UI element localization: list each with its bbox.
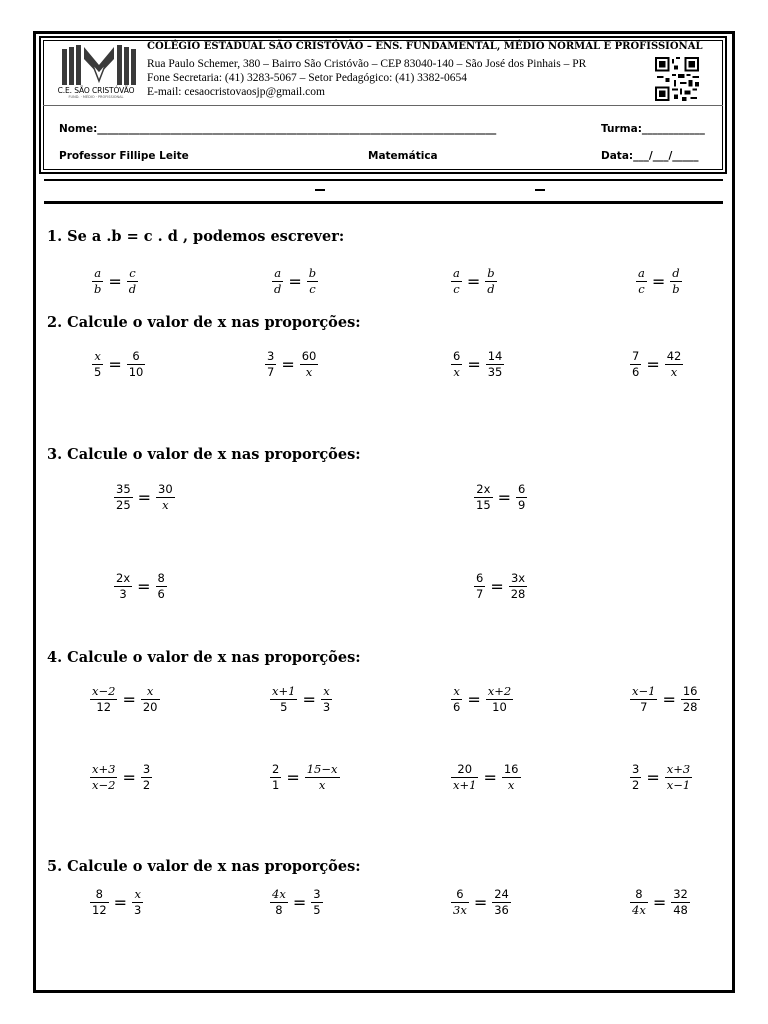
numerator: 8 [635,887,643,901]
denominator: 5 [280,700,288,714]
subject-name: Matemática [368,150,438,162]
denominator: 6 [157,587,165,601]
denominator: 35 [487,365,503,379]
proportion: $\frac{6}{x}$ = $\frac{14}{35}$ [453,349,503,379]
logo-caption: C.E. SÃO CRISTÓVÃO [57,86,135,95]
dash-mark [535,189,545,191]
denominator: 5 [313,903,321,917]
numerator: 16 [682,684,698,698]
school-name: COLÉGIO ESTADUAL SÃO CRISTÓVÃO – ENS. FUNDAMENTAL, MÉDIO NORMAL E PROFISSIONAL [147,41,703,52]
numerator: 60 [301,349,317,363]
numerator: 20 [457,762,473,776]
denominator: 7 [476,587,484,601]
proportion: $\frac{20}{x+1}$ = $\frac{16}{x}$ [453,762,519,792]
denominator: 2 [142,778,151,792]
numerator: x [134,887,141,901]
denominator: d [128,282,137,296]
numerator: 16 [503,762,519,776]
dash-mark [315,189,325,191]
numerator: a [94,266,102,280]
proportion: $\frac{3}{7}$ = $\frac{60}{x}$ [267,349,317,379]
numerator: 2 [272,762,280,776]
numerator: 8 [95,887,103,901]
denominator: x−1 [666,778,691,792]
numerator: 14 [487,349,503,363]
denominator: 3 [119,587,127,601]
proportion: $\frac{6}{3x}$ = $\frac{24}{36}$ [453,887,509,917]
denominator: 7 [640,700,648,714]
numerator: 24 [494,887,509,901]
denominator: 3 [322,700,331,714]
numerator: a [453,266,460,280]
denominator: 28 [510,587,526,601]
denominator: x [453,365,460,379]
numerator: 32 [673,887,688,901]
numerator: x−1 [632,684,656,698]
proportion: $\frac{a}{c}$ = $\frac{b}{d}$ [453,266,495,296]
numerator: 3 [632,762,640,776]
proportion: $\frac{x-1}{7}$ = $\frac{16}{28}$ [632,684,698,714]
numerator: x [94,349,101,363]
denominator: d [274,282,282,296]
proportion: $\frac{6}{7}$ = $\frac{3x}{28}$ [476,571,526,601]
denominator: 7 [267,365,275,379]
numerator: 6 [453,349,461,363]
question-2-heading: 2. Calcule o valor de x nas proporções: [47,314,361,331]
numerator: x [453,684,460,698]
numerator: 6 [132,349,140,363]
denominator: 12 [92,903,107,917]
header-rule-bottom [44,201,723,204]
proportion: $\frac{3}{2}$ = $\frac{x+3}{x-1}$ [632,762,691,792]
numerator: x+3 [92,762,116,776]
proportion: $\frac{7}{6}$ = $\frac{42}{x}$ [632,349,682,379]
numerator: d [672,266,680,280]
denominator: 4x [632,903,646,917]
denominator: 2 [632,778,640,792]
denominator: x+1 [453,778,477,792]
numerator: a [274,266,282,280]
denominator: 25 [116,498,131,512]
denominator: 15 [476,498,491,512]
numerator: 4x [272,887,286,901]
proportion: $\frac{a}{c}$ = $\frac{d}{b}$ [638,266,680,296]
numerator: 3 [313,887,321,901]
denominator: 10 [128,365,144,379]
numerator: x+2 [487,684,512,698]
denominator: x [318,778,326,792]
school-phones: Fone Secretaria: (41) 3283-5067 – Setor Pedagógico: (41) 3382-0654 [147,72,468,84]
denominator: x [507,778,515,792]
proportion: $\frac{a}{b}$ = $\frac{c}{d}$ [94,266,137,296]
proportion: $\frac{4x}{8}$ = $\frac{3}{5}$ [272,887,321,917]
numerator: 42 [666,349,682,363]
proportion: $\frac{x-2}{12}$ = $\frac{x}{20}$ [92,684,158,714]
denominator: x [305,365,313,379]
numerator: 3 [267,349,275,363]
question-4-heading: 4. Calcule o valor de x nas proporções: [47,649,361,666]
logo-subcaption: FUND. · MÉDIO · PROFISSIONAL [68,95,124,99]
school-email: E-mail: cesaocristovaosjp@gmail.com [147,86,325,98]
question-1-heading: 1. Se a .b = c . d , podemos escrever: [47,228,345,245]
proportion: $\frac{8}{12}$ = $\frac{x}{3}$ [92,887,142,917]
numerator: x+3 [666,762,691,776]
denominator: 36 [494,903,509,917]
proportion: $\frac{x}{6}$ = $\frac{x+2}{10}$ [453,684,512,714]
denominator: 6 [632,365,640,379]
denominator: 28 [682,700,698,714]
header-rule-top [44,179,723,181]
numerator: 15−x [306,762,338,776]
denominator: d [487,282,495,296]
proportion: $\frac{x}{5}$ = $\frac{6}{10}$ [94,349,144,379]
numerator: 6 [456,887,464,901]
numerator: 35 [116,482,131,496]
numerator: 30 [158,482,173,496]
denominator: 8 [275,903,283,917]
question-5-heading: 5. Calcule o valor de x nas proporções: [47,858,361,875]
numerator: 8 [157,571,165,585]
denominator: 20 [142,700,158,714]
denominator: x−2 [92,778,116,792]
numerator: x [323,684,330,698]
qr-code-icon [655,57,699,101]
proportion: $\frac{8}{4x}$ = $\frac{32}{48}$ [632,887,688,917]
proportion: $\frac{a}{d}$ = $\frac{b}{c}$ [274,266,317,296]
numerator: 7 [632,349,640,363]
question-3-heading: 3. Calcule o valor de x nas proporções: [47,446,361,463]
proportion: $\frac{2x}{15}$ = $\frac{6}{9}$ [476,482,526,512]
denominator: c [453,282,460,296]
numerator: b [487,266,495,280]
denominator: 10 [492,700,507,714]
proportion: $\frac{35}{25}$ = $\frac{30}{x}$ [116,482,173,512]
school-address: Rua Paulo Schemer, 380 – Bairro São Cristóvão – CEP 83040-140 – São José dos Pinhais – PR [147,58,587,70]
denominator: c [638,282,645,296]
denominator: c [309,282,316,296]
denominator: 6 [453,700,461,714]
denominator: 3 [134,903,142,917]
denominator: 9 [518,498,526,512]
proportion: $\frac{x+3}{x-2}$ = $\frac{3}{2}$ [92,762,151,792]
date-field: Data:___/___/_____ [601,150,699,162]
denominator: 1 [272,778,280,792]
denominator: 12 [96,700,112,714]
denominator: 5 [94,365,102,379]
numerator: 6 [518,482,526,496]
numerator: 2x [476,482,491,496]
numerator: x−2 [92,684,116,698]
proportion: $\frac{x+1}{5}$ = $\frac{x}{3}$ [272,684,331,714]
denominator: 3x [453,903,467,917]
denominator: x [162,498,169,512]
denominator: b [94,282,102,296]
numerator: c [129,266,136,280]
numerator: x+1 [272,684,296,698]
teacher-name: Professor Fillipe Leite [59,150,189,162]
numerator: 3 [142,762,151,776]
denominator: 48 [673,903,688,917]
name-field: Nome:____________________________________________________________________________ [59,123,497,135]
numerator: 3x [510,571,526,585]
numerator: a [638,266,645,280]
header-divider [43,105,723,106]
numerator: x [146,684,154,698]
numerator: b [308,266,317,280]
turma-field: Turma:____________ [601,123,705,135]
proportion: $\frac{2x}{3}$ = $\frac{8}{6}$ [116,571,165,601]
numerator: 2x [116,571,131,585]
denominator: x [670,365,678,379]
numerator: 6 [476,571,484,585]
denominator: b [672,282,680,296]
page-border [33,31,735,993]
proportion: $\frac{2}{1}$ = $\frac{15-x}{x}$ [272,762,338,792]
